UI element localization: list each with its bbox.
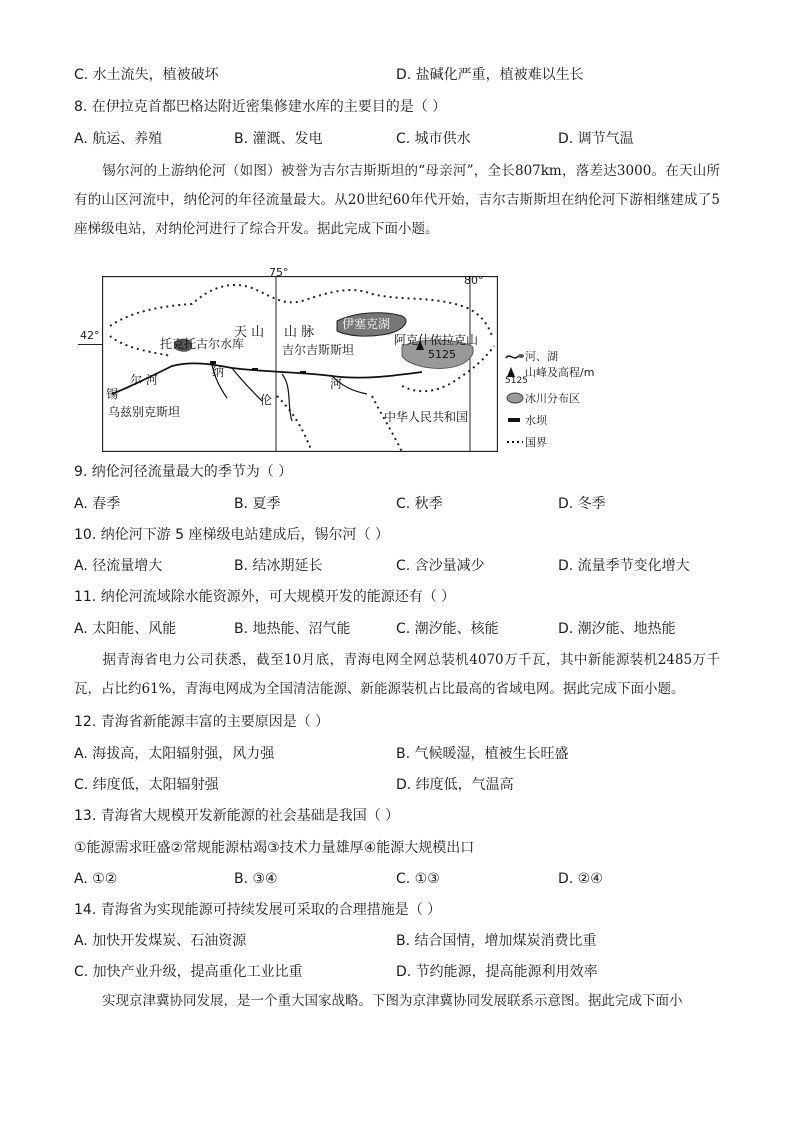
q9-option-b: B. 夏季: [234, 496, 281, 512]
naryn-lun-label: 伦: [260, 393, 273, 407]
legend-river-lake: 河、湖: [505, 348, 558, 364]
q14-option-d: D. 节约能源，提高能源利用效率: [396, 964, 598, 980]
legend-dam: 水坝: [505, 412, 547, 428]
q10-option-b: B. 结冰期延长: [234, 558, 323, 574]
toktogul-reservoir-label: 托克托古尔水库: [160, 337, 245, 351]
q9-stem: 9. 纳伦河径流量最大的季节为（ ）: [74, 464, 293, 480]
q14-stem: 14. 青海省为实现能源可持续发展可采取的合理措施是（ ）: [74, 902, 442, 918]
q13-option-c: C. ①③: [396, 871, 440, 887]
q13-stem: 13. 青海省大规模开发新能源的社会基础是我国（ ）: [74, 808, 400, 824]
q12-option-d: D. 纬度低，气温高: [396, 777, 514, 793]
legend-peak-example: 5125: [505, 376, 528, 386]
q10-option-a: A. 径流量增大: [74, 558, 163, 574]
q11-option-a: A. 太阳能、风能: [74, 621, 177, 637]
q8-option-d: D. 调节气温: [558, 131, 634, 147]
q7-option-c: C. 水土流失，植被破坏: [74, 67, 219, 83]
border-icon: [505, 436, 525, 448]
shanmai-label: 山 脉: [284, 325, 315, 340]
naryn-he-label: 河: [330, 377, 343, 391]
q11-stem: 11. 纳伦河流域除水能资源外，可大规模开发的能源还有（ ）: [74, 589, 456, 605]
kyrgyzstan-label: 吉尔吉斯斯坦: [282, 343, 355, 357]
aksai-range-label: 阿克什依拉克山: [394, 333, 479, 347]
q12-stem: 12. 青海省新能源丰富的主要原因是（ ）: [74, 714, 330, 730]
naryn-river-map: [102, 276, 498, 452]
uzbekistan-label: 乌兹别克斯坦: [108, 405, 181, 419]
q12-option-b: B. 气候暖湿，植被生长旺盛: [396, 746, 569, 762]
q11-option-b: B. 地热能、沼气能: [234, 621, 351, 637]
legend-border: 国界: [505, 434, 547, 450]
q11-option-c: C. 潮汐能、核能: [396, 621, 499, 637]
passage-qinghai-text: 据青海省电力公司获悉，截至10月底，青海电网全网总装机4070万千瓦，其中新能源装机2485万千瓦，占比约61%，青海电网成为全国清洁能源、新能源装机占比最高的省域电网。据此完成下面小题。: [74, 652, 720, 697]
syr-xi-label: 锡: [106, 387, 119, 401]
tianshan-label: 天 山: [234, 325, 265, 340]
q10-option-c: C. 含沙量减少: [396, 558, 485, 574]
q8-option-c: C. 城市供水: [396, 131, 471, 147]
q14-option-c: C. 加快产业升级，提高重化工业比重: [74, 964, 303, 980]
lon-75-label: 75°: [269, 266, 289, 279]
naryn-na-label: 纳: [212, 365, 225, 379]
legend-glacier: 冰川分布区: [505, 390, 580, 406]
q12-option-c: C. 纬度低，太阳辐射强: [74, 777, 219, 793]
passage-naryn-text: 锡尔河的上游纳伦河（如图）被誉为吉尔吉斯斯坦的“母亲河”，全长807km，落差达3000。在天山所有的山区河流中，纳伦河的年径流量最大。从20世纪60年代开始，吉尔吉斯斯坦在纳伦河下游相继建成了5座梯级电站，对纳伦河进行了综合开发。据此完成下面小题。: [74, 163, 720, 237]
q13-option-a: A. ①②: [74, 871, 118, 887]
q9-option-d: D. 冬季: [558, 496, 606, 512]
q11-option-d: D. 潮汐能、地热能: [558, 621, 676, 637]
q8-option-a: A. 航运、养殖: [74, 131, 163, 147]
q8-option-b: B. 灌溉、发电: [234, 131, 323, 147]
q7-option-d: D. 盐碱化严重，植被难以生长: [396, 67, 584, 83]
passage-naryn: [74, 157, 720, 244]
river-lake-icon: [505, 350, 525, 362]
q12-option-a: A. 海拔高，太阳辐射强，风力强: [74, 746, 275, 762]
q13-option-d: D. ②④: [558, 871, 603, 887]
q14-option-b: B. 结合国情，增加煤炭消费比重: [396, 933, 597, 949]
q9-option-a: A. 春季: [74, 496, 121, 512]
lon-80-label: 80°: [464, 274, 484, 287]
q9-option-c: C. 秋季: [396, 496, 443, 512]
china-label: 中华人民共和国: [384, 410, 469, 424]
q8-stem: 8. 在伊拉克首都巴格达附近密集修建水库的主要目的是（ ）: [74, 99, 447, 115]
q14-option-a: A. 加快开发煤炭、石油资源: [74, 933, 247, 949]
dam-icon: [505, 414, 525, 426]
passage-jingjinji: [74, 987, 720, 1016]
q10-stem: 10. 纳伦河下游 5 座梯级电站建成后，锡尔河（ ）: [74, 527, 389, 543]
passage-jingjinji-text: 实现京津冀协同发展，是一个重大国家战略。下图为京津冀协同发展联系示意图。据此完成下面小: [102, 993, 683, 1009]
syr-river-label: 尔 河: [130, 373, 158, 387]
issyk-kul-label: 伊塞克湖: [342, 317, 391, 331]
glacier-icon: [505, 392, 525, 404]
peak-elevation-label: 5125: [428, 348, 456, 361]
q10-option-d: D. 流量季节变化增大: [558, 558, 690, 574]
legend-peak: 山峰及高程/m: [505, 364, 594, 380]
passage-qinghai: [74, 646, 720, 704]
q13-items: ①能源需求旺盛②常规能源枯竭③技术力量雄厚④能源大规模出口: [74, 840, 475, 856]
q13-option-b: B. ③④: [234, 871, 278, 887]
lat-42-tick: [78, 344, 102, 345]
lat-42-label: 42°: [80, 329, 100, 342]
